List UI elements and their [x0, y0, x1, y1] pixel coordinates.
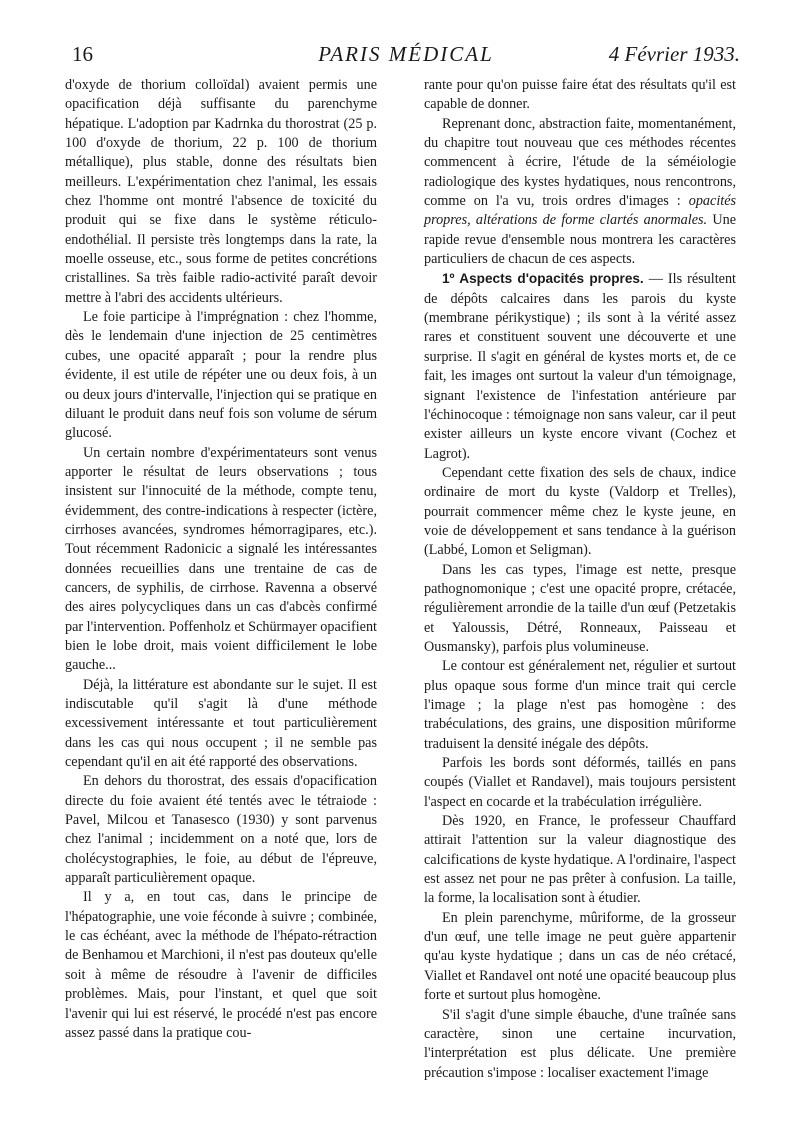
- paragraph-with-italics: [424, 115, 736, 270]
- paragraph: rante pour qu'on puisse faire état des résultats qu'il est capable de donner.: [424, 77, 736, 113]
- paragraph: Un certain nombre d'expérimentateurs sont venus apporter le résultat de leurs observations ; tous insistent sur l'innocuité de la méthode, compte tenu, évidemment, des contre-indications à respecter (ictère, cirrhoses avancées, syndromes hémorragipares, etc.). Tout récemment Radonicic a signalé les intéressantes données recueillies dans une trentaine de cas de cancers, de syphilis, de cirrhose. Ravenna a observé des aires polycycliques dans un cas d'abcès confirmé par l'intervention. Poffenholz et Schürmayer opacifient bien le lobe droit, mais voient difficilement le lobe gauche...: [65, 444, 377, 674]
- paragraph-text: Reprenant donc, abstraction faite, momentanément, du chapitre tout nouveau que ces méthodes récentes commencent à écrire, l'étude de la séméiologie radiologique des kystes hydatiques, nous rencontrons, comme on l'a vu, trois ordres d'images :: [424, 115, 736, 210]
- paragraph: S'il s'agit d'une simple ébauche, d'une traînée sans caractère, sinon une certaine incurvation, l'interprétation est plus délicate. Une première précaution s'impose : localiser exactement l'image: [424, 1006, 736, 1081]
- left-column: [65, 76, 377, 1043]
- paragraph: En dehors du thorostrat, des essais d'opacification directe du foie avaient été tentés avec le tétraiode : Pavel, Milcou et Tanasesco (1930) y sont parvenus chez l'animal ; incidemment on a noté que, lors de cholécystographies, le foie, au début de l'épreuve, apparaît particulièrement opaque.: [65, 773, 377, 887]
- italic-terms: opacités propres, altérations de forme clartés anormales.: [424, 193, 737, 229]
- paragraph: Déjà, la littérature est abondante sur le sujet. Il est indiscutable qu'il s'agit là d'une méthode excessivement intéressante et tout particulièrement dans les cas qui nous occupent ; il ne semble pas cependant qu'il en ait été rapporté des observations.: [65, 676, 377, 771]
- paragraph: d'oxyde de thorium colloïdal) avaient permis une opacification déjà suffisante du parenchyme hépatique. L'adoption par Kadrnka du thorostrat (25 p. 100 d'oxyde de thorium, 22 p. 100 de thorium métallique), plus stable, donne des résultats bien meilleurs. L'expérimentation chez l'animal, les essais chez l'homme ont montré l'absence de toxicité du produit qui se fixe dans le système réticulo-endothélial. Il persiste très longtemps dans la rate, la moelle osseuse, etc., sous forme de petites concrétions cristallines. Sa très faible radio-activité paraît devoir mettre à l'abri des accidents ultérieurs.: [65, 77, 377, 306]
- right-column: [424, 76, 736, 1083]
- paragraph: Cependant cette fixation des sels de chaux, indice ordinaire de mort du kyste (Valdorp et Trelles), pourrait commencer même chez le kyste jeune, en voie de développement et sans tendance à la guérison (Labbé, Lomon et Seligman).: [424, 464, 736, 559]
- paragraph: Le contour est généralement net, régulier et surtout plus opaque sous forme d'un mince trait qui cercle l'image ; la plage n'est pas homogène : des trabéculations, des grains, une disposition mûriforme traduisent la densité inégale des dépôts.: [424, 658, 736, 752]
- section-paragraph: [424, 269, 736, 463]
- section-heading: 1º Aspects d'opacités propres.: [442, 271, 644, 287]
- page-number: 16: [72, 42, 93, 66]
- issue-date: 4 Février 1933.: [608, 42, 740, 66]
- paragraph: Parfois les bords sont déformés, taillés en pans coupés (Viallet et Randavel), mais toujours persistent l'aspect en cocarde et la trabéculation irrégulière.: [424, 755, 736, 810]
- paragraph: Dès 1920, en France, le professeur Chauffard attirait l'attention sur la valeur diagnostique des calcifications de kyste hydatique. A l'ordinaire, l'aspect est assez net pour ne pas prêter à confusion. La taille, la forme, la localisation sont à étudier.: [424, 813, 736, 907]
- journal-title: PARIS MÉDICAL: [318, 42, 494, 66]
- paragraph: Dans les cas types, l'image est nette, presque pathognomonique ; c'est une opacité propre, crétacée, régulièrement arrondie de la taille d'un œuf (Petzetakis et Yaloussis, Détré, Ronneaux, Paisseau et Ousmansky), parfois plus volumineuse.: [424, 561, 736, 655]
- paragraph: Le foie participe à l'imprégnation : chez l'homme, dès le lendemain d'une injection de 25 centimètres cubes, une opacité apparaît ; pour la rendre plus évidente, il est utile de répéter une ou deux fois, à un ou deux jours d'intervalle, l'injection qui se pratique en diluant le produit dans neuf fois son volume de sérum glucosé.: [65, 309, 377, 442]
- section-body: — Ils résultent de dépôts calcaires dans les parois du kyste (membrane périkystique) ; ils sont à la vérité assez rares et constituent souvent une découverte et une surprise. Il s'agit en général de kystes morts et, de ce fait, les images ont surtout la valeur d'un témoignage, signant l'existence de l'infestation antérieure par l'échinocoque : témoignage non sans valeur, car il peut exister ailleurs un kyste encore vivant (Cochez et Lagrot).: [424, 271, 736, 462]
- paragraph-text: Une rapide revue d'ensemble nous montrera les caractères particuliers de chacun de ces aspects.: [424, 212, 736, 268]
- paragraph: En plein parenchyme, mûriforme, de la grosseur d'un œuf, une telle image ne peut guère appartenir qu'au kyste hydatique ; dans un cas de néo crétacé, Viallet et Randavel ont noté une opacité beaucoup plus forte et surtout plus homogène.: [424, 909, 736, 1004]
- paragraph: Il y a, en tout cas, dans le principe de l'hépatographie, une voie féconde à suivre ; combinée, le cas échéant, avec la méthode de l'hépato-rétraction de Benhamou et Marchioni, il n'est pas douteux qu'elle soit à même de résoudre à l'avenir de difficiles problèmes. Mais, pour l'instant, et quel que soit l'avenir qui lui est réservé, le procédé n'est pas encore assez passé dans la pratique cou-: [65, 889, 377, 1041]
- page-header: [72, 42, 740, 72]
